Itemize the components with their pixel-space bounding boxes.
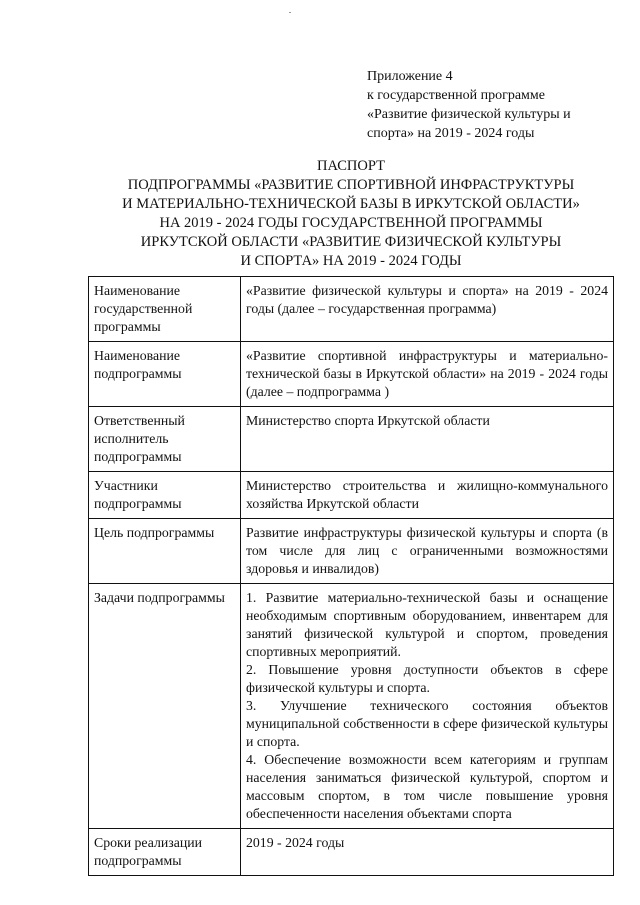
row-value: 2019 - 2024 годы bbox=[241, 829, 614, 876]
title-line: ПОДПРОГРАММЫ «РАЗВИТИЕ СПОРТИВНОЙ ИНФРАСТРУКТУРЫ bbox=[127, 177, 575, 193]
row-label: Наименование государственной программы bbox=[89, 277, 241, 342]
appendix-line: «Развитие физической культуры и bbox=[367, 107, 571, 122]
scan-speck bbox=[289, 12, 291, 13]
table-row bbox=[89, 407, 614, 472]
title-line: И МАТЕРИАЛЬНО-ТЕХНИЧЕСКОЙ БАЗЫ В ИРКУТСКОЙ ОБЛАСТИ» bbox=[122, 196, 580, 212]
task-item: 2. Повышение уровня доступности объектов в сфере физической культуры и спорта. bbox=[246, 662, 608, 695]
row-value: Министерство спорта Иркутской области bbox=[241, 407, 614, 472]
title-line: ИРКУТСКОЙ ОБЛАСТИ «РАЗВИТИЕ ФИЗИЧЕСКОЙ КУЛЬТУРЫ bbox=[140, 234, 562, 250]
row-value: Развитие инфраструктуры физической культуры и спорта (в том числе для лиц с ограниченными возможностями здоровья и инвалидов) bbox=[241, 519, 614, 584]
row-label: Ответственный исполнитель подпрограммы bbox=[89, 407, 241, 472]
table-row bbox=[89, 277, 614, 342]
appendix-line: Приложение 4 bbox=[367, 69, 453, 84]
title-line: И СПОРТА» НА 2019 - 2024 ГОДЫ bbox=[240, 253, 462, 269]
row-label: Сроки реализации подпрограммы bbox=[89, 829, 241, 876]
row-label: Наименование подпрограммы bbox=[89, 342, 241, 407]
row-value-tasks bbox=[241, 584, 614, 829]
row-label: Участники подпрограммы bbox=[89, 472, 241, 519]
table-row bbox=[89, 472, 614, 519]
task-item: 1. Развитие материально-технической базы и оснащение необходимым спортивным оборудованием, инвентарем для занятий физической культурой и спортом, проведения спортивных мероприятий. bbox=[246, 590, 608, 659]
table-row bbox=[89, 829, 614, 876]
row-label: Цель подпрограммы bbox=[89, 519, 241, 584]
row-label: Задачи подпрограммы bbox=[89, 584, 241, 829]
row-value: «Развитие физической культуры и спорта» на 2019 - 2024 годы (далее – государственная программа) bbox=[241, 277, 614, 342]
task-item: 3. Улучшение технического состояния объектов муниципальной собственности в сфере физической культуры и спорта. bbox=[246, 698, 608, 749]
task-item: 4. Обеспечение возможности всем категориям и группам населения заниматься физической культурой, спортом и массовым спортом, в том числе повышение уровня обеспеченности населения объектами спорта bbox=[246, 752, 608, 821]
row-value: Министерство строительства и жилищно-коммунального хозяйства Иркутской области bbox=[241, 472, 614, 519]
row-value: «Развитие спортивной инфраструктуры и материально-технической базы в Иркутской области» на 2019 - 2024 годы (далее – подпрограмма ) bbox=[241, 342, 614, 407]
table-row bbox=[89, 342, 614, 407]
document-title bbox=[90, 157, 612, 271]
title-line: ПАСПОРТ bbox=[317, 158, 385, 174]
table-row bbox=[89, 519, 614, 584]
appendix-line: спорта» на 2019 - 2024 годы bbox=[367, 126, 535, 141]
appendix-line: к государственной программе bbox=[367, 88, 545, 103]
table-row bbox=[89, 584, 614, 829]
passport-table bbox=[88, 276, 614, 876]
title-line: НА 2019 - 2024 ГОДЫ ГОСУДАРСТВЕННОЙ ПРОГРАММЫ bbox=[159, 215, 543, 231]
appendix-note bbox=[367, 67, 627, 143]
